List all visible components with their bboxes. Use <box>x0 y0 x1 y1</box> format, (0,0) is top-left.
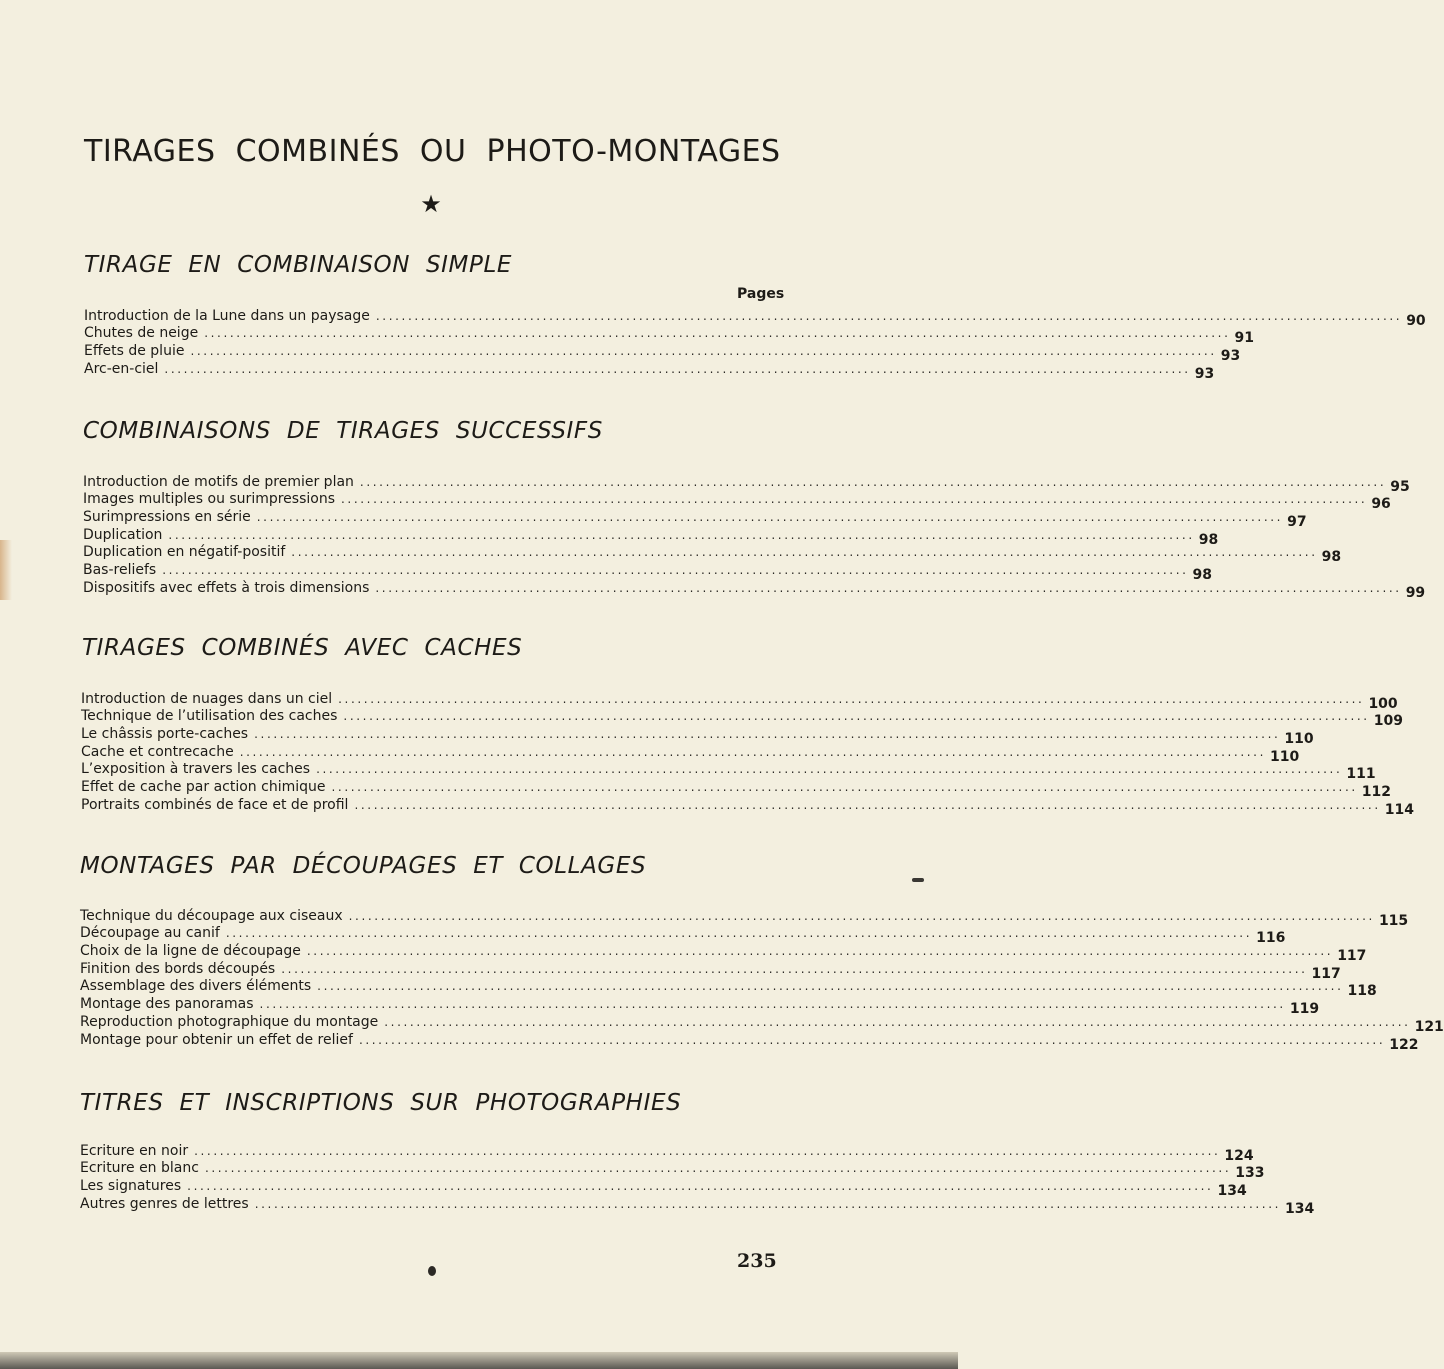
toc-entry-page: 118 <box>1347 983 1377 1000</box>
toc-entry-page: 96 <box>1371 496 1391 513</box>
dot-leader: ................................................................................................................................................................ <box>359 474 1387 489</box>
toc-entry-page: 121 <box>1414 1018 1444 1035</box>
toc-entry-label: Finition des bords découpés <box>80 960 276 977</box>
toc-entry-label: Effet de cache par action chimique <box>81 779 326 796</box>
toc-entry <box>80 924 1286 947</box>
dot-leader: ................................................................................................................................................................ <box>164 361 1191 376</box>
dot-leader: ................................................................................................................................................................ <box>316 762 1343 777</box>
dot-leader: ................................................................................................................................................................ <box>341 492 1368 507</box>
toc-entry <box>80 977 1377 1000</box>
toc-entry <box>83 543 1342 566</box>
toc-entry-page: 95 <box>1390 478 1410 495</box>
dot-leader: ................................................................................................................................................................ <box>256 510 1284 525</box>
toc-entry-label: Portraits combinés de face et de profil <box>81 796 349 813</box>
margin-mark <box>912 878 924 882</box>
dot-leader: ................................................................................................................................................................ <box>358 1032 1386 1047</box>
toc-entry-page: 117 <box>1311 965 1341 982</box>
dot-leader: ................................................................................................................................................................ <box>281 961 1308 976</box>
toc-entry-label: Introduction de nuages dans un ciel <box>81 690 333 707</box>
dot-leader: ................................................................................................................................................................ <box>162 563 1189 578</box>
toc-list <box>83 472 1426 601</box>
toc-entry <box>80 1012 1444 1035</box>
dot-leader: ................................................................................................................................................................ <box>187 1179 1214 1194</box>
section-title: MONTAGES PAR DÉCOUPAGES ET COLLAGES <box>80 853 647 879</box>
ink-dot <box>428 1266 436 1276</box>
toc-entry <box>80 1030 1419 1053</box>
toc-entry-label: Bas-reliefs <box>83 562 157 579</box>
dot-leader: ................................................................................................................................................................ <box>225 926 1253 941</box>
toc-entry <box>80 1141 1254 1164</box>
toc-entry <box>81 707 1403 730</box>
dot-leader: ................................................................................................................................................................ <box>348 908 1375 923</box>
toc-entry <box>83 507 1307 531</box>
toc-entry-page: 122 <box>1389 1036 1419 1053</box>
dot-leader: ................................................................................................................................................................ <box>317 979 1344 994</box>
toc-entry-label: Autres genres de lettres <box>80 1195 249 1212</box>
toc-entry-page: 109 <box>1373 713 1403 730</box>
dot-leader: ................................................................................................................................................................ <box>204 326 1231 341</box>
toc-entry-label: Duplication <box>83 526 163 543</box>
toc-entry-label: Effets de pluie <box>84 343 185 360</box>
toc-entry-label: L’exposition à travers les caches <box>81 761 311 778</box>
toc-entry <box>81 724 1314 748</box>
toc-entry <box>83 490 1391 513</box>
toc-entry-page: 115 <box>1378 912 1409 929</box>
toc-entry <box>81 760 1376 783</box>
toc-entry <box>80 1194 1315 1217</box>
toc-entry <box>80 941 1367 965</box>
toc-list <box>84 306 1426 382</box>
toc-entry-page: 98 <box>1198 531 1219 548</box>
toc-entry-page: 100 <box>1368 695 1398 712</box>
dot-leader: ................................................................................................................................................................ <box>306 944 1334 959</box>
dot-leader: ................................................................................................................................................................ <box>354 797 1381 812</box>
toc-entry <box>80 1176 1247 1200</box>
toc-entry-label: Reproduction photographique du montage <box>80 1013 379 1030</box>
toc-entry-page: 93 <box>1194 365 1215 382</box>
dot-leader: ................................................................................................................................................................ <box>239 744 1266 759</box>
toc-list <box>80 906 1444 1053</box>
toc-entry <box>84 359 1215 382</box>
toc-entry-page: 98 <box>1192 567 1213 584</box>
toc-entry-page: 134 <box>1285 1200 1315 1217</box>
toc-entry-page: 124 <box>1224 1147 1254 1164</box>
toc-entry <box>81 742 1300 765</box>
dot-leader: ................................................................................................................................................................ <box>204 1161 1232 1176</box>
toc-entry <box>83 578 1426 601</box>
toc-entry-label: Ecriture en blanc <box>80 1160 199 1177</box>
toc-entry-label: Chutes de neige <box>84 325 199 342</box>
toc-entry-label: Assemblage des divers éléments <box>80 978 312 995</box>
toc-entry <box>81 777 1392 801</box>
toc-entry-label: Duplication en négatif-positif <box>83 544 286 561</box>
toc-entry-label: Les signatures <box>80 1178 182 1195</box>
toc-entry-page: 110 <box>1284 731 1314 748</box>
toc-entry <box>83 560 1213 584</box>
dot-leader: ................................................................................................................................................................ <box>168 527 1195 542</box>
dot-leader: ................................................................................................................................................................ <box>343 709 1370 724</box>
toc-entry-page: 98 <box>1321 549 1342 566</box>
toc-entry-label: Technique de l’utilisation des caches <box>81 708 338 725</box>
toc-entry-page: 91 <box>1234 330 1254 347</box>
toc-entry <box>83 525 1219 548</box>
dot-leader: ................................................................................................................................................................ <box>254 727 1281 742</box>
toc-entry-page: 111 <box>1346 766 1376 783</box>
toc-entry-page: 116 <box>1256 930 1286 947</box>
toc-entry-page: 110 <box>1270 748 1300 765</box>
toc-entry-label: Ecriture en noir <box>80 1142 189 1159</box>
page-title: TIRAGES COMBINÉS OU PHOTO-MONTAGES <box>84 134 781 169</box>
page-edge-stain <box>0 540 12 600</box>
toc-entry <box>80 1159 1265 1182</box>
toc-entry-label: Découpage au canif <box>80 925 220 942</box>
toc-entry <box>84 306 1426 329</box>
section-title: TITRES ET INSCRIPTIONS SUR PHOTOGRAPHIES <box>80 1090 682 1116</box>
star-ornament: ★ <box>420 190 442 218</box>
toc-entry <box>80 959 1341 982</box>
toc-entry <box>80 994 1320 1018</box>
toc-entry-page: 114 <box>1384 801 1414 818</box>
toc-entry-page: 112 <box>1361 784 1392 801</box>
toc-entry-label: Technique du découpage aux ciseaux <box>80 907 343 924</box>
toc-entry <box>81 795 1414 818</box>
page-number: 235 <box>737 1250 777 1272</box>
toc-list <box>81 689 1414 818</box>
dot-leader: ................................................................................................................................................................ <box>259 997 1286 1012</box>
pages-column-label: Pages <box>737 286 785 302</box>
toc-entry-page: 99 <box>1405 584 1426 601</box>
dot-leader: ................................................................................................................................................................ <box>190 344 1217 359</box>
toc-entry-label: Cache et contrecache <box>81 743 234 760</box>
toc-entry-label: Surimpressions en série <box>83 509 251 526</box>
toc-entry-page: 117 <box>1337 948 1367 965</box>
toc-entry-label: Dispositifs avec effets à trois dimensions <box>83 579 370 596</box>
dot-leader: ................................................................................................................................................................ <box>375 580 1402 595</box>
toc-entry-page: 93 <box>1220 348 1241 365</box>
dot-leader: ................................................................................................................................................................ <box>331 780 1358 795</box>
dot-leader: ................................................................................................................................................................ <box>375 308 1403 323</box>
toc-entry-label: Arc-en-ciel <box>84 360 159 377</box>
toc-entry-page: 134 <box>1217 1183 1247 1200</box>
toc-entry-label: Montage pour obtenir un effet de relief <box>80 1031 353 1048</box>
dot-leader: ................................................................................................................................................................ <box>254 1196 1282 1211</box>
section-title: TIRAGES COMBINÉS AVEC CACHES <box>82 635 523 661</box>
toc-entry-label: Le châssis porte-caches <box>81 726 249 743</box>
dot-leader: ................................................................................................................................................................ <box>194 1143 1221 1158</box>
section-title: COMBINAISONS DE TIRAGES SUCCESSIFS <box>83 418 603 444</box>
toc-entry <box>81 689 1398 712</box>
toc-entry-page: 97 <box>1287 514 1307 531</box>
toc-entry-label: Choix de la ligne de découpage <box>80 943 301 960</box>
toc-entry-label: Images multiples ou surimpressions <box>83 491 335 508</box>
toc-entry-label: Montage des panoramas <box>80 996 254 1013</box>
toc-entry <box>84 324 1254 347</box>
dot-leader: ................................................................................................................................................................ <box>384 1014 1411 1029</box>
toc-entry-page: 133 <box>1235 1165 1265 1182</box>
section-title: TIRAGE EN COMBINAISON SIMPLE <box>84 252 513 278</box>
toc-entry <box>80 906 1409 929</box>
toc-entry <box>84 341 1241 365</box>
toc-entry-page: 119 <box>1289 1001 1320 1018</box>
toc-entry-page: 90 <box>1406 312 1426 329</box>
toc-entry-label: Introduction de motifs de premier plan <box>83 473 354 490</box>
toc-entry <box>83 472 1410 495</box>
page-bottom-edge <box>0 1352 958 1369</box>
toc-entry-label: Introduction de la Lune dans un paysage <box>84 307 370 324</box>
dot-leader: ................................................................................................................................................................ <box>338 691 1365 706</box>
toc-list <box>80 1141 1315 1217</box>
dot-leader: ................................................................................................................................................................ <box>291 545 1318 560</box>
